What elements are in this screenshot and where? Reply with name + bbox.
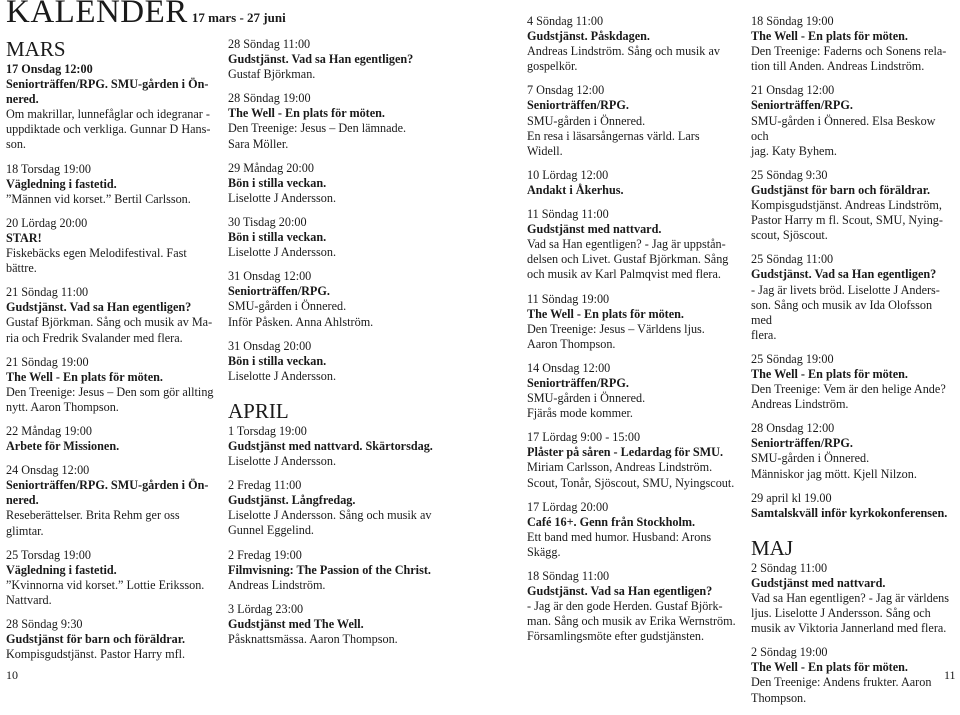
entry-description: Den Treenige: Andens frukter. Aaron xyxy=(751,675,932,690)
entry-date-time: 4 Söndag 11:00 xyxy=(527,14,604,28)
entry-title: Bön i stilla veckan. xyxy=(228,230,327,245)
entry-title: nered. xyxy=(6,92,39,107)
page-number-left: 10 xyxy=(6,668,18,682)
calendar-entry xyxy=(751,14,956,74)
calendar-entry xyxy=(751,168,956,243)
calendar-entry xyxy=(228,548,448,593)
entry-title: The Well - En plats för möten. xyxy=(527,306,684,321)
entry-title: Seniorträffen/RPG. SMU-gården i Ön- xyxy=(6,77,209,92)
entry-description: Inför Påsken. Anna Ahlström. xyxy=(228,314,374,329)
calendar-entry xyxy=(527,500,737,560)
entry-title: The Well - En plats för möten. xyxy=(751,29,908,44)
page-number-right: 11 xyxy=(944,668,956,682)
entry-date-time: 31 Onsdag 20:00 xyxy=(228,338,312,353)
entry-description: Scout, Tonår, Sjöscout, SMU, Nyingscout. xyxy=(527,475,735,490)
entry-description: gospelkör. xyxy=(527,59,578,74)
entry-description: scout, Sjöscout. xyxy=(751,228,828,243)
entry-description: Den Treenige: Jesus – Världens ljus. xyxy=(527,321,705,336)
entry-description: Påsknattsmässa. Aaron Thompson. xyxy=(228,632,398,646)
entry-description: Fjärås mode kommer. xyxy=(527,406,633,421)
entry-title: Andakt i Åkerhus. xyxy=(527,182,624,197)
calendar-entry xyxy=(6,162,214,207)
entry-description: Aaron Thompson. xyxy=(527,336,616,351)
entry-title: Gudstjänst med The Well. xyxy=(228,616,364,631)
entry-description: jag. Katy Byhem. xyxy=(751,143,837,158)
entry-description: - Jag är livets bröd. Liselotte J Anders- xyxy=(751,282,940,297)
entry-date-time: 10 Lördag 12:00 xyxy=(527,167,609,182)
entry-date-time: 17 Lördag 9:00 - 15:00 xyxy=(527,430,641,445)
entry-date-time: 11 Söndag 11:00 xyxy=(527,207,609,222)
entry-date-time: 21 Söndag 11:00 xyxy=(6,285,89,300)
masthead xyxy=(6,0,286,32)
entry-title: Gudstjänst. Vad sa Han egentligen? xyxy=(527,584,713,599)
entry-title: Café 16+. Genn från Stockholm. xyxy=(527,514,696,529)
entry-title: Plåster på såren - Ledardag för SMU. xyxy=(527,445,724,460)
entry-date-time: 18 Torsdag 19:00 xyxy=(6,161,91,176)
entry-title: Gudstjänst. Vad sa Han egentligen? xyxy=(6,300,192,315)
entry-description: tion till Anden. Andreas Lindström. xyxy=(751,59,925,74)
calendar-entry xyxy=(6,463,214,538)
entry-description: bättre. xyxy=(6,261,37,276)
entry-description: Fiskebäcks egen Melodifestival. Fast xyxy=(6,246,187,261)
entry-title: Seniorträffen/RPG. xyxy=(527,375,629,390)
entry-description: Den Treenige: Vem är den helige Ande? xyxy=(751,382,946,397)
entry-description: Om makrillar, lunnefåglar och idegranar - xyxy=(6,107,210,122)
date-range: 17 mars - 27 juni xyxy=(191,10,286,25)
entry-date-time: 25 Söndag 9:30 xyxy=(751,167,828,182)
page-title: KALENDER xyxy=(6,0,188,30)
entry-title: Bön i stilla veckan. xyxy=(228,353,327,368)
column-3-entries xyxy=(527,14,737,644)
column-2-entries xyxy=(228,37,448,647)
calendar-entry xyxy=(527,569,737,644)
entry-description: Gustaf Björkman. xyxy=(228,67,316,82)
entry-title: Gudstjänst. Långfredag. xyxy=(228,493,356,508)
entry-date-time: 25 Söndag 19:00 xyxy=(751,351,834,366)
entry-title: STAR! xyxy=(6,230,42,245)
entry-description: - Jag är den gode Herden. Gustaf Björk- xyxy=(527,599,723,614)
calendar-entry xyxy=(228,37,448,82)
entry-description: glimtar. xyxy=(6,523,44,538)
calendar-entry xyxy=(527,14,737,74)
entry-description: Skägg. xyxy=(527,544,561,559)
entry-title: nered. xyxy=(6,493,39,508)
entry-title: Gudstjänst för barn och föräldrar. xyxy=(751,182,931,197)
entry-description: flera. xyxy=(751,327,777,342)
entry-title: Samtalskväll inför kyrkokonferensen. xyxy=(751,505,948,520)
entry-date-time: 18 Söndag 11:00 xyxy=(527,569,610,583)
entry-description: Liselotte J Andersson. xyxy=(228,454,336,469)
calendar-entry xyxy=(527,430,737,490)
entry-title: Seniorträffen/RPG. xyxy=(751,98,853,113)
entry-description: Reseberättelser. Brita Rehm ger oss xyxy=(6,508,180,523)
entry-title: Gudstjänst med nattvard. xyxy=(527,222,662,237)
entry-date-time: 29 Måndag 20:00 xyxy=(228,160,314,175)
entry-description: Den Treenige: Jesus – Den som gör allting xyxy=(6,384,214,399)
calendar-entry xyxy=(751,491,956,521)
calendar-entry xyxy=(228,424,448,469)
entry-description: Den Treenige: Jesus – Den lämnade. xyxy=(228,121,407,136)
calendar-column-3 xyxy=(527,14,737,653)
entry-title: Vägledning i fastetid. xyxy=(6,176,117,191)
entry-title: The Well - En plats för möten. xyxy=(228,106,385,121)
entry-title: Seniorträffen/RPG. SMU-gården i Ön- xyxy=(6,478,209,493)
entry-date-time: 31 Onsdag 12:00 xyxy=(228,269,312,284)
entry-description: Vad sa Han egentligen? - Jag är världens xyxy=(751,591,949,605)
entry-description: son. xyxy=(6,137,26,152)
entry-date-time: 2 Söndag 19:00 xyxy=(751,645,828,660)
calendar-entry xyxy=(527,168,737,198)
entry-description: delsen och Livet. Gustaf Björkman. Sång xyxy=(527,252,729,267)
entry-description: Widell. xyxy=(527,143,563,158)
entry-description: Liselotte J Andersson. Sång och musik av xyxy=(228,508,432,523)
entry-date-time: 25 Söndag 11:00 xyxy=(751,252,834,267)
month-heading: MARS xyxy=(6,37,66,61)
entry-title: Bön i stilla veckan. xyxy=(228,175,327,190)
entry-description: Liselotte J Andersson. xyxy=(228,245,336,260)
entry-description: man. Sång och musik av Erika Wernström. xyxy=(527,614,736,629)
entry-description: ria och Fredrik Svalander med flera. xyxy=(6,330,183,345)
calendar-entry xyxy=(6,548,214,608)
calendar-entry xyxy=(228,91,448,151)
entry-description: musik av Viktoria Jannerland med flera. xyxy=(751,621,947,636)
entry-description: Kompisgudstjänst. Pastor Harry mfl. xyxy=(6,647,186,662)
calendar-entry xyxy=(228,339,448,384)
calendar-entry xyxy=(228,215,448,260)
entry-date-time: 18 Söndag 19:00 xyxy=(751,14,834,28)
entry-date-time: 14 Onsdag 12:00 xyxy=(527,360,611,375)
calendar-entry xyxy=(228,602,448,647)
calendar-entry xyxy=(228,478,448,538)
entry-date-time: 17 Onsdag 12:00 xyxy=(6,62,93,76)
entry-date-time: 28 Onsdag 12:00 xyxy=(751,421,835,436)
calendar-entry xyxy=(6,617,214,662)
calendar-entry xyxy=(6,216,214,276)
entry-title: Filmvisning: The Passion of the Christ. xyxy=(228,562,431,577)
entry-description: Liselotte J Andersson. xyxy=(228,368,336,383)
calendar-entry xyxy=(751,83,956,158)
calendar-entry xyxy=(751,421,956,481)
entry-date-time: 2 Fredag 19:00 xyxy=(228,547,302,562)
calendar-entry xyxy=(751,561,956,636)
calendar-entry xyxy=(527,207,737,282)
entry-description: Andreas Lindström. xyxy=(228,577,326,592)
entry-description: uppdiktade och verkliga. Gunnar D Hans- xyxy=(6,122,211,137)
entry-description: nytt. Aaron Thompson. xyxy=(6,399,119,414)
calendar-entry xyxy=(751,252,956,343)
calendar-entry xyxy=(228,161,448,206)
entry-date-time: 28 Söndag 9:30 xyxy=(6,617,83,631)
entry-date-time: 21 Onsdag 12:00 xyxy=(751,83,835,98)
entry-description: och musik av Karl Palmqvist med flera. xyxy=(527,267,721,282)
entry-date-time: 11 Söndag 19:00 xyxy=(527,291,610,306)
calendar-column-4 xyxy=(751,14,956,715)
entry-description: son. Sång och musik av Ida Olofsson med xyxy=(751,297,933,327)
entry-description: Gustaf Björkman. Sång och musik av Ma- xyxy=(6,315,213,330)
entry-title: The Well - En plats för möten. xyxy=(751,366,908,381)
entry-date-time: 7 Onsdag 12:00 xyxy=(527,83,605,98)
entry-date-time: 21 Söndag 19:00 xyxy=(6,354,89,369)
entry-description: SMU-gården i Önnered. xyxy=(527,391,646,406)
entry-date-time: 25 Torsdag 19:00 xyxy=(6,547,91,562)
entry-title: Seniorträffen/RPG. xyxy=(228,284,330,299)
entry-title: Gudstjänst med nattvard. Skärtorsdag. xyxy=(228,438,433,453)
entry-date-time: 24 Onsdag 12:00 xyxy=(6,463,90,478)
entry-description: Miriam Carlsson, Andreas Lindström. xyxy=(527,460,713,475)
entry-date-time: 28 Söndag 19:00 xyxy=(228,91,311,106)
calendar-entry xyxy=(751,352,956,412)
entry-date-time: 1 Torsdag 19:00 xyxy=(228,423,307,438)
entry-description: Kompisgudstjänst. Andreas Lindström, xyxy=(751,198,942,213)
entry-date-time: 28 Söndag 11:00 xyxy=(228,37,311,51)
entry-description: ljus. Liselotte J Andersson. Sång och xyxy=(751,606,931,621)
entry-description: SMU-gården i Önnered. xyxy=(228,299,347,314)
entry-title: Gudstjänst med nattvard. xyxy=(751,575,886,590)
entry-title: Arbete för Missionen. xyxy=(6,439,120,454)
entry-description: SMU-gården i Önnered. Elsa Beskow och xyxy=(751,113,936,143)
entry-date-time: 22 Måndag 19:00 xyxy=(6,423,92,438)
calendar-entry xyxy=(751,645,956,705)
entry-date-time: 2 Fredag 11:00 xyxy=(228,478,302,493)
entry-description: Gunnel Eggelind. xyxy=(228,523,314,538)
entry-description: Församlingsmöte efter gudstjänsten. xyxy=(527,629,705,644)
entry-title: The Well - En plats för möten. xyxy=(6,369,163,384)
entry-date-time: 20 Lördag 20:00 xyxy=(6,215,88,230)
calendar-entry xyxy=(527,292,737,352)
month-heading: APRIL xyxy=(228,398,289,423)
calendar-entry xyxy=(6,285,214,345)
month-heading: MAJ xyxy=(751,535,794,560)
entry-description: Människor jag mött. Kjell Nilzon. xyxy=(751,466,917,481)
entry-description: Nattvard. xyxy=(6,592,52,607)
column-1-entries xyxy=(6,38,214,662)
calendar-entry xyxy=(6,355,214,415)
entry-title: Vägledning i fastetid. xyxy=(6,562,117,577)
entry-description: Andreas Lindström. xyxy=(751,397,849,412)
entry-description: Liselotte J Andersson. xyxy=(228,190,336,205)
entry-description: ”Kvinnorna vid korset.” Lottie Eriksson. xyxy=(6,577,205,592)
entry-description: ”Männen vid korset.” Bertil Carlsson. xyxy=(6,191,191,206)
entry-description: Sara Möller. xyxy=(228,136,289,151)
entry-title: The Well - En plats för möten. xyxy=(751,660,908,675)
calendar-entry xyxy=(228,269,448,329)
entry-description: Andreas Lindström. Sång och musik av xyxy=(527,44,720,59)
entry-description: Thompson. xyxy=(751,690,807,705)
entry-date-time: 30 Tisdag 20:00 xyxy=(228,214,307,229)
calendar-column-2 xyxy=(228,37,448,656)
entry-title: Gudstjänst. Vad sa Han egentligen? xyxy=(228,52,414,67)
calendar-entry xyxy=(527,83,737,158)
calendar-entry xyxy=(6,62,214,153)
calendar-entry xyxy=(6,424,214,454)
entry-description: Den Treenige: Faderns och Sonens rela- xyxy=(751,44,947,59)
entry-date-time: 2 Söndag 11:00 xyxy=(751,560,828,575)
entry-description: SMU-gården i Önnered. xyxy=(527,113,646,128)
entry-date-time: 29 april kl 19.00 xyxy=(751,490,832,505)
entry-title: Seniorträffen/RPG. xyxy=(527,98,629,113)
column-4-entries xyxy=(751,14,956,706)
entry-description: Vad sa Han egentligen? - Jag är uppstån- xyxy=(527,237,726,252)
entry-description: En resa i läsarsångernas värld. Lars xyxy=(527,128,700,143)
entry-description: Pastor Harry m fl. Scout, SMU, Nying- xyxy=(751,213,943,228)
calendar-entry xyxy=(527,361,737,421)
entry-date-time: 3 Lördag 23:00 xyxy=(228,601,304,616)
entry-title: Gudstjänst. Påskdagen. xyxy=(527,29,650,44)
entry-description: Ett band med humor. Husband: Arons xyxy=(527,529,712,544)
entry-description: SMU-gården i Önnered. xyxy=(751,451,870,466)
entry-title: Seniorträffen/RPG. xyxy=(751,436,853,451)
entry-date-time: 17 Lördag 20:00 xyxy=(527,499,609,514)
entry-title: Gudstjänst. Vad sa Han egentligen? xyxy=(751,267,937,282)
entry-title: Gudstjänst för barn och föräldrar. xyxy=(6,632,186,647)
